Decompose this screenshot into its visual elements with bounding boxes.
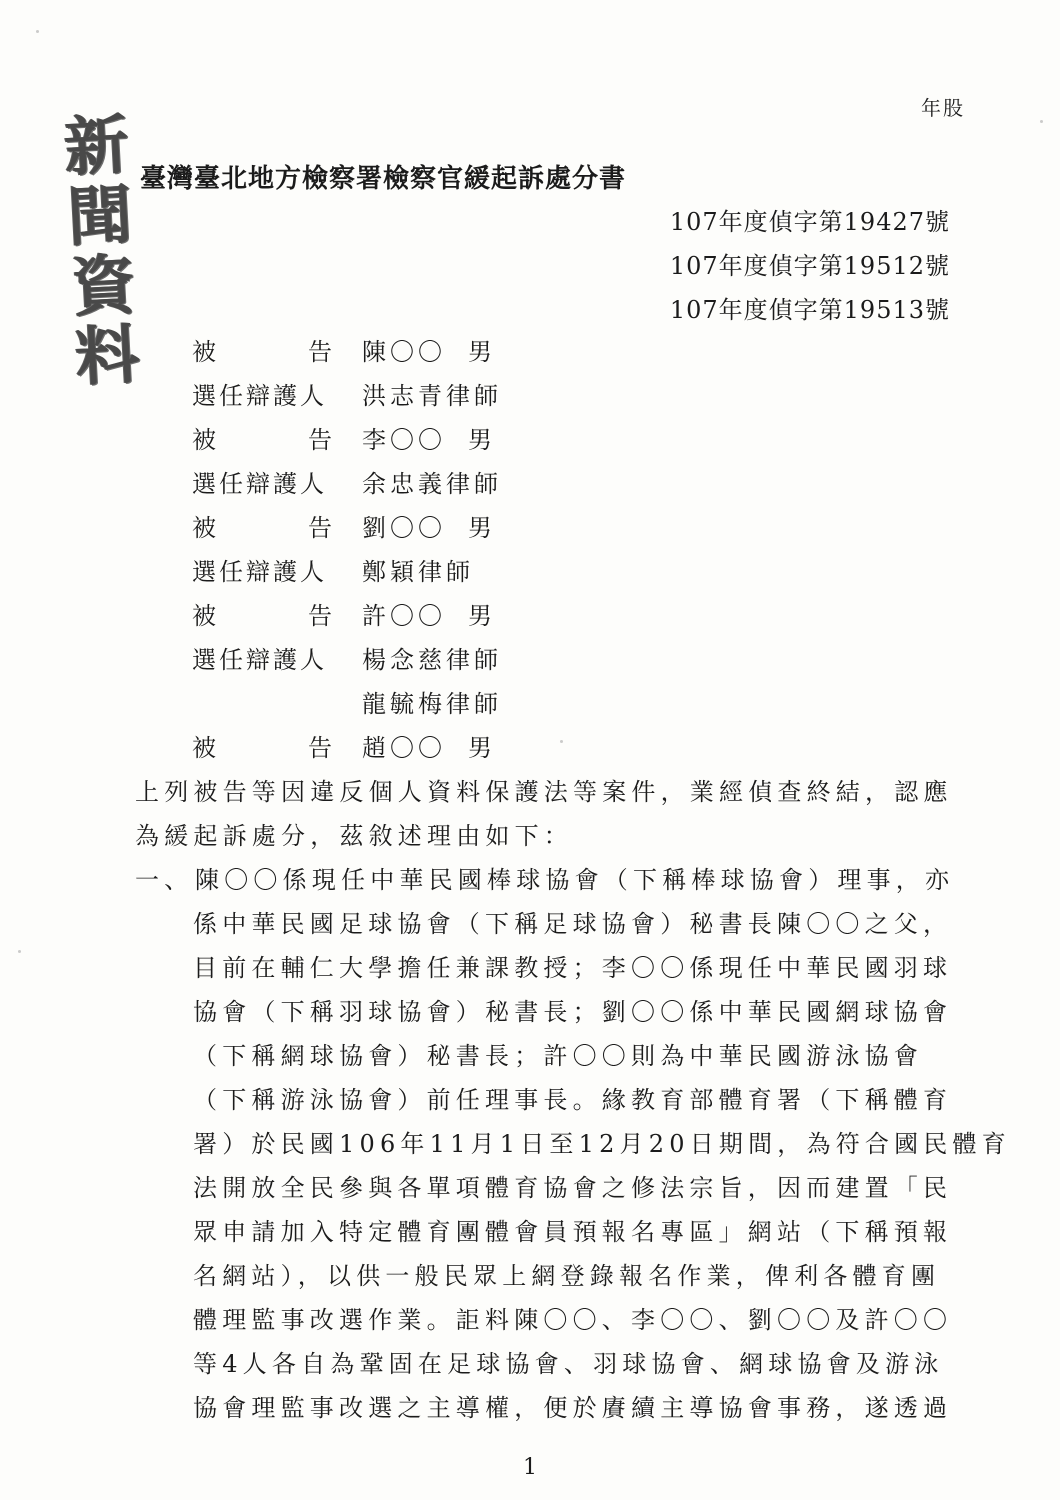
stamp-char: 聞 <box>66 177 135 256</box>
party-gender: 男 <box>468 426 492 454</box>
section-line: 體理監事改選作業。詎料陳〇〇、李〇〇、劉〇〇及許〇〇 <box>193 1306 953 1334</box>
party-name: 楊念慈律師 <box>362 646 502 674</box>
party-name: 陳〇〇 <box>362 338 446 366</box>
news-material-stamp <box>55 107 150 396</box>
party-name: 龍毓梅律師 <box>362 690 502 718</box>
document-body <box>135 770 1011 1430</box>
case-number: 107年度偵字第19513號 <box>669 296 950 324</box>
section-line: 等4人各自為鞏固在足球協會、羽球協會、網球協會及游泳 <box>193 1350 944 1378</box>
party-row-counsel <box>192 374 502 418</box>
party-name: 趙〇〇 <box>362 734 446 762</box>
scan-speck <box>18 950 21 953</box>
case-number: 107年度偵字第19512號 <box>669 252 950 280</box>
party-role: 選任辯護人 <box>192 558 327 586</box>
party-role: 被 告 <box>192 338 332 366</box>
section-line: 陳〇〇係現任中華民國棒球協會（下稱棒球協會）理事，亦 <box>195 866 955 894</box>
case-number: 107年度偵字第19427號 <box>669 208 950 236</box>
party-name: 鄭穎律師 <box>362 558 474 586</box>
page-number: 1 <box>523 1455 537 1480</box>
party-row-counsel <box>192 682 502 726</box>
section-line: 法開放全民參與各單項體育協會之修法宗旨，因而建置「民 <box>193 1174 953 1202</box>
party-name: 洪志青律師 <box>362 382 502 410</box>
party-gender: 男 <box>468 514 492 542</box>
party-role: 被 告 <box>192 602 332 630</box>
section-line: 協會（下稱羽球協會）秘書長；劉〇〇係中華民國網球協會 <box>193 998 953 1026</box>
section-line: （下稱網球協會）秘書長；許〇〇則為中華民國游泳協會 <box>193 1042 923 1070</box>
party-row-defendant <box>192 726 502 770</box>
party-role: 被 告 <box>192 426 332 454</box>
party-name: 余忠義律師 <box>362 470 502 498</box>
party-row-defendant <box>192 418 502 462</box>
party-gender: 男 <box>468 602 492 630</box>
party-role: 選任辯護人 <box>192 470 327 498</box>
intro-line: 上列被告等因違反個人資料保護法等案件，業經偵查終結，認應 <box>135 778 953 806</box>
party-list <box>192 330 502 770</box>
party-row-counsel <box>192 462 502 506</box>
party-row-defendant <box>192 330 502 374</box>
case-number-list <box>670 200 950 332</box>
intro-line: 為緩起訴處分，茲敘述理由如下： <box>135 822 573 850</box>
party-row-counsel <box>192 638 502 682</box>
party-row-defendant <box>192 506 502 550</box>
party-role: 選任辯護人 <box>192 382 327 410</box>
section-line: 目前在輔仁大學擔任兼課教授；李〇〇係現任中華民國羽球 <box>193 954 953 982</box>
party-gender: 男 <box>468 338 492 366</box>
party-name: 李〇〇 <box>362 426 446 454</box>
party-name: 劉〇〇 <box>362 514 446 542</box>
section-line: 名網站），以供一般民眾上網登錄報名作業，俾利各體育團 <box>193 1262 941 1290</box>
scan-speck <box>560 740 563 743</box>
party-name: 許〇〇 <box>362 602 446 630</box>
section-1 <box>135 858 1011 1430</box>
section-line: 署）於民國106年11月1日至12月20日期間，為符合國民體育 <box>193 1130 1011 1158</box>
section-1-head <box>135 858 955 902</box>
party-role <box>192 682 362 726</box>
party-role: 被 告 <box>192 514 332 542</box>
stamp-char: 料 <box>73 317 142 396</box>
document-title: 臺灣臺北地方檢察署檢察官緩起訴處分書 <box>140 164 627 194</box>
scan-speck <box>1040 120 1043 123</box>
section-number: 一、 <box>135 866 194 894</box>
party-role: 被 告 <box>192 734 332 762</box>
party-row-counsel <box>192 550 502 594</box>
stamp-char: 資 <box>69 247 138 326</box>
scan-speck <box>36 30 39 33</box>
party-row-defendant <box>192 594 502 638</box>
party-role: 選任辯護人 <box>192 646 327 674</box>
stamp-char: 新 <box>62 107 131 186</box>
department-tag: 年股 <box>921 96 965 120</box>
party-gender: 男 <box>468 734 492 762</box>
section-line: （下稱游泳協會）前任理事長。緣教育部體育署（下稱體育 <box>193 1086 953 1114</box>
section-line: 眾申請加入特定體育團體會員預報名專區」網站（下稱預報 <box>193 1218 953 1246</box>
section-line: 協會理監事改選之主導權，便於賡續主導協會事務，遂透過 <box>193 1394 953 1422</box>
section-line: 係中華民國足球協會（下稱足球協會）秘書長陳〇〇之父， <box>193 910 953 938</box>
